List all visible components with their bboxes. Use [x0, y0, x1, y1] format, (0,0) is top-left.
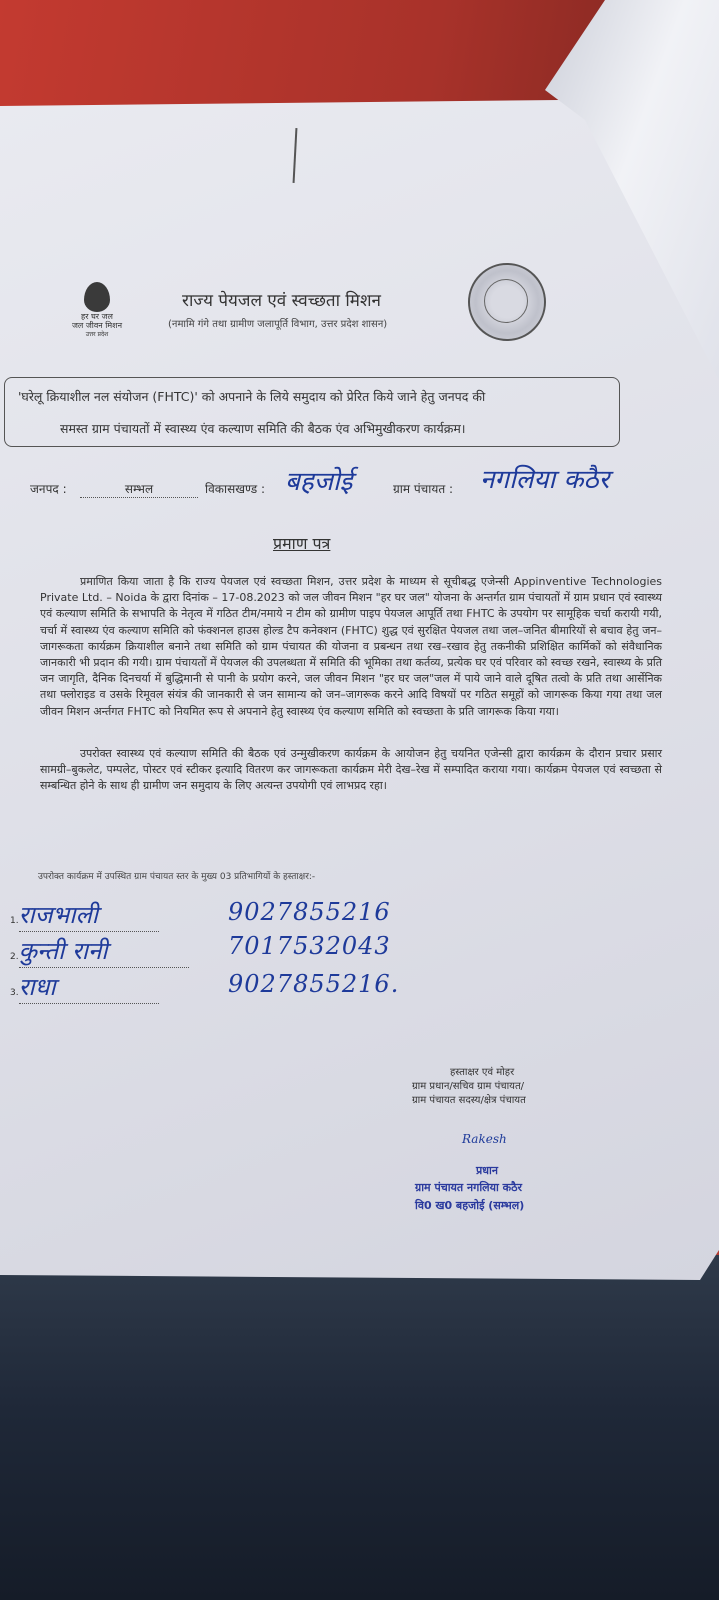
mission-subtitle: (नमामि गंगे तथा ग्रामीण जलापूर्ति विभाग, उत्तर प्रदेश शासन)	[168, 319, 388, 330]
signatory-name-handwritten: कुन्ती रानी	[19, 934, 189, 968]
signatory-number: 2.	[10, 952, 19, 962]
signatory-row-3	[10, 970, 159, 1004]
signatory-number: 3.	[10, 988, 19, 998]
signatory-phone-2: 7017532043	[228, 932, 391, 960]
up-government-emblem	[468, 263, 546, 341]
signatory-phone-1: 9027855216	[228, 898, 391, 926]
water-drop-icon	[84, 282, 110, 312]
logo-text-line1: हर घर जल	[81, 312, 113, 321]
block-value-handwritten: बहजोई	[285, 467, 353, 497]
signatory-name-handwritten: राजभाली	[19, 898, 159, 932]
banner-line-2: समस्त ग्राम पंचायतों में स्वास्थ्य एंव कल्याण समिति की बैठक एंव अभिमुखीकरण कार्यक्रम।	[60, 421, 466, 436]
emblem-inner-ring	[484, 279, 528, 323]
certificate-paragraph-1: प्रमाणित किया जाता है कि राज्य पेयजल एवं स्वच्छता मिशन, उत्तर प्रदेश के माध्यम से सूचीबद्ध एजेन्सी Appinventive Technologies Private Ltd. – Noida के द्वारा दिनांक – 17-08.2023 को जल जीवन मिशन "हर घर जल" योजना के अन्तर्गत ग्राम पंचायतों में ग्राम प्रधान एवं स्वास्थ्य एवं कल्याण समिति के सभापति के नेतृत्व में गठित टीम/नमाये न टीम को ग्रामीण पाइप पेयजल आपूर्ति तथा FHTC के उपयोग पर सामूहिक चर्चा करायी गयी, चर्चा में स्वास्थ्य एंव कल्याण समिति को फंक्शनल हाउस होल्ड टैप कनेक्शन (FHTC) शुद्ध एवं सुरक्षित पेयजल तथा जल–जनित बीमारियों से बचाव हेतु जन–जागरूकता कार्यक्रम क्रियाशील बनाने तथा समिति को ग्राम पंचायत की योजना व प्रबन्धन तथा रख–रखाव हेतु तकनीकी प्रशिक्षित कार्मिकों को संवैधानिक जानकारी भी प्रदान की गयी। ग्राम पंचायतों में पेयजल की उपलब्धता में समिति की भूमिका तथा कर्तव्य, प्रत्येक घर एवं परिवार को स्वच्छ रखने, स्वास्थ्य के प्रति जन जागृति, दैनिक दिनचर्या में बुद्धिमानी से पानी के प्रयोग करने, जल जीवन मिशन "हर घर जल"जल में पाये जाने वाले दूषित तत्वो के प्रति तथा आर्सेनिक तथा फ्लोराइड व उसके रिमूवल संयंत्र की जानकारी से जन सामान्य को जन–जागरूक करने आदि विषयों पर गठित समूहों को जागरूक किया गया तथा जल जीवन मिशन अर्न्तगत FHTC को नियमित रूप से अपनाने हेतु स्वास्थ्य एंव कल्याण समिति को स्वच्छता के प्रति जागरूक किया गया।	[40, 575, 662, 718]
stamp-line3: वि0 ख0 बहजोई (सम्भल)	[415, 1199, 525, 1212]
signatory-name-handwritten: राधा	[19, 970, 159, 1004]
block-label: विकासखण्ड :	[205, 482, 266, 496]
certificate-title: प्रमाण पत्र	[273, 534, 331, 553]
signatory-row-2	[10, 934, 189, 968]
logo-text-line3: उत्तर प्रदेश	[85, 331, 109, 338]
gram-panchayat-label: ग्राम पंचायत :	[393, 482, 454, 496]
seal-label-line1: हस्ताक्षर एवं मोहर	[450, 1067, 515, 1078]
gram-panchayat-value-handwritten: नगलिया कठैर	[480, 465, 610, 495]
pradhan-signature: Rakesh	[462, 1132, 507, 1146]
seal-label-line3: ग्राम पंचायत सदस्य/क्षेत्र पंचायत	[412, 1095, 526, 1106]
district-value	[80, 480, 198, 498]
har-ghar-jal-logo	[70, 282, 124, 344]
mission-title: राज्य पेयजल एवं स्वच्छता मिशन	[182, 291, 381, 311]
stamp-line2: ग्राम पंचायत नगलिया कठैर	[415, 1181, 523, 1194]
district-value-text: सम्भल	[80, 480, 198, 498]
signatories-heading: उपरोक्त कार्यक्रम में उपस्थित ग्राम पंचायत स्तर के मुख्य 03 प्रतिभागियों के हस्ताक्षर:-	[38, 872, 316, 882]
seal-label-line2: ग्राम प्रधान/सचिव ग्राम पंचायत/	[412, 1081, 525, 1092]
signatory-row-1	[10, 898, 159, 932]
certificate-paragraph-2: उपरोक्त स्वास्थ्य एवं कल्याण समिति की बैठक एवं उन्मुखीकरण कार्यक्रम के आयोजन हेतु चयनित एजेन्सी द्वारा कार्यक्रम के दौरान प्रचार प्रसार सामग्री–बुकलेट, पम्पलेट, पोस्टर एवं स्टीकर इत्यादि वितरण कर जागरूकता कार्यक्रम मेरी देख–रेख में सम्पादित कराया गया। कार्यक्रम पेयजल एवं स्वच्छता से सम्बन्धित होने के साथ ही ग्रामीण जन समुदाय के लिए अत्यन्त उपयोगी एवं लाभप्रद रहा।	[40, 747, 662, 793]
signatory-phone-3: 9027855216.	[228, 970, 400, 998]
background-blue-fabric	[0, 1255, 719, 1600]
logo-text-line2: जल जीवन मिशन	[71, 321, 123, 330]
signatory-number: 1.	[10, 916, 19, 926]
stamp-line1: प्रधान	[476, 1164, 498, 1177]
district-label: जनपद :	[30, 482, 67, 496]
banner-line-1: 'घरेलू क्रियाशील नल संयोजन (FHTC)' को अपनाने के लिये समुदाय को प्रेरित किये जाने हेतु जनपद की	[18, 389, 486, 404]
